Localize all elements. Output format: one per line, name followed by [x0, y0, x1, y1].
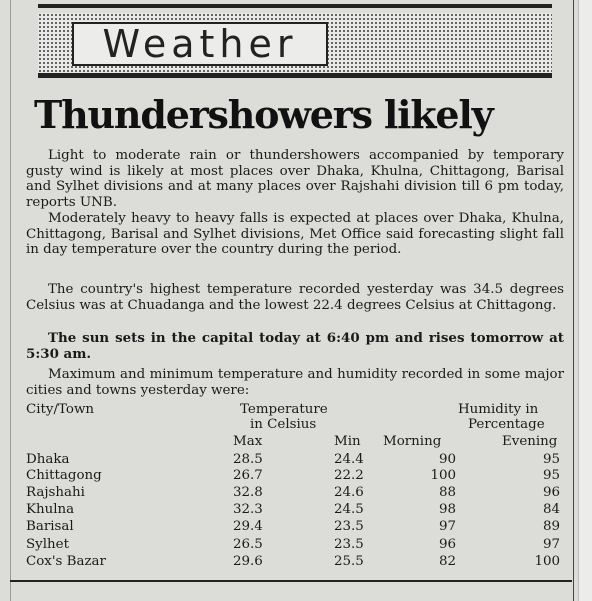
cell-evening: 100 [534, 554, 560, 569]
cell-city: Rajshahi [26, 485, 85, 500]
cell-max: 29.6 [233, 554, 263, 569]
cell-morning: 97 [438, 519, 456, 534]
page-edge [578, 0, 592, 601]
header-morning: Morning [383, 434, 442, 449]
cell-evening: 95 [542, 468, 560, 483]
cell-evening: 95 [542, 452, 560, 467]
cell-min: 25.5 [334, 554, 364, 569]
cell-min: 24.4 [334, 452, 364, 467]
cell-morning: 100 [430, 468, 456, 483]
bottom-rule [10, 580, 572, 582]
cell-city: Dhaka [26, 452, 70, 467]
header-temperature-line1: Temperature [240, 402, 328, 417]
paragraph-1: Light to moderate rain or thundershowers accompanied by temporary gusty wind is likely at most places over Dhaka, Khulna, Chittagong, Barisal and Sylhet divisions and at many places over Rajshahi division till 6 pm today, reports UNB. [26, 148, 564, 210]
headline: Thundershowers likely [34, 92, 493, 137]
cell-evening: 97 [542, 537, 560, 552]
cell-min: 22.2 [334, 468, 364, 483]
paragraph-sunset: The sun sets in the capital today at 6:40 pm and rises tomorrow at 5:30 am. [26, 330, 564, 362]
cell-morning: 98 [438, 502, 456, 517]
cell-morning: 82 [438, 554, 456, 569]
cell-max: 28.5 [233, 452, 263, 467]
banner-bottom-rule [38, 73, 552, 78]
cell-city: Barisal [26, 519, 74, 534]
cell-morning: 88 [438, 485, 456, 500]
header-max: Max [233, 434, 263, 449]
cell-city: Sylhet [26, 537, 69, 552]
cell-min: 23.5 [334, 519, 364, 534]
cell-max: 26.5 [233, 537, 263, 552]
cell-city: Chittagong [26, 468, 102, 483]
column-rule-right [573, 0, 574, 601]
cell-evening: 84 [542, 502, 560, 517]
header-evening: Evening [502, 434, 558, 449]
cell-max: 32.8 [233, 485, 263, 500]
paragraph-3: The country's highest temperature recorded yesterday was 34.5 degrees Celsius was at Chuadanga and the lowest 22.4 degrees Celsius at Chittagong. [26, 282, 564, 313]
cell-city: Cox's Bazar [26, 554, 106, 569]
cell-max: 26.7 [233, 468, 263, 483]
cell-max: 29.4 [233, 519, 263, 534]
cell-min: 24.6 [334, 485, 364, 500]
paragraph-4: Maximum and minimum temperature and humidity recorded in some major cities and towns yesterday were: [26, 367, 564, 398]
section-title: Weather [102, 22, 298, 66]
header-city: City/Town [26, 402, 95, 417]
column-rule-left [10, 0, 11, 601]
cell-city: Khulna [26, 502, 75, 517]
banner-top-rule [38, 4, 552, 8]
section-banner [72, 22, 328, 66]
cell-min: 23.5 [334, 537, 364, 552]
cell-evening: 89 [542, 519, 560, 534]
cell-evening: 96 [542, 485, 560, 500]
cell-max: 32.3 [233, 502, 263, 517]
header-humidity-line1: Humidity in [458, 402, 539, 417]
header-min: Min [334, 434, 361, 449]
paragraph-2: Moderately heavy to heavy falls is expected at places over Dhaka, Khulna, Chittagong, Barisal and Sylhet divisions, Met Office said forecasting slight fall in day temperature over the country during the period. [26, 211, 564, 258]
cell-min: 24.5 [334, 502, 364, 517]
cell-morning: 96 [438, 537, 456, 552]
header-humidity-line2: Percentage [468, 417, 545, 432]
cell-morning: 90 [438, 452, 456, 467]
header-temperature-line2: in Celsius [250, 417, 317, 432]
